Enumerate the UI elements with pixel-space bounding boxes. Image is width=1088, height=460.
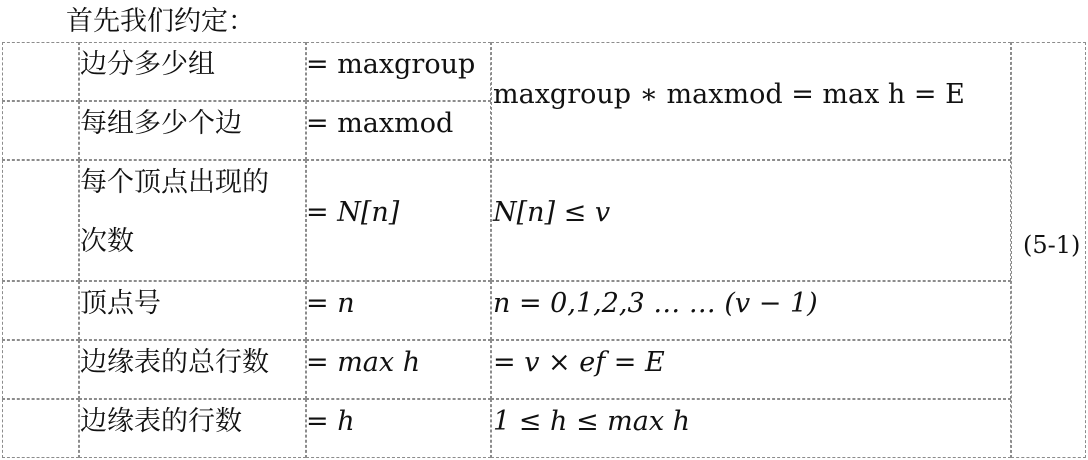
row-name: 每个顶点出现的 xyxy=(80,167,269,198)
equation-number: (5-1) xyxy=(1023,231,1081,259)
row-condition: n = 0,1,2,3 … … (v − 1) xyxy=(493,288,818,319)
definition-table xyxy=(0,42,1088,460)
left-blank-cell xyxy=(2,42,79,101)
row-equation: = max h xyxy=(306,347,421,378)
left-blank-cell xyxy=(2,340,79,399)
row-equation: = n xyxy=(306,288,355,319)
left-blank-cell xyxy=(2,399,79,458)
row-equation: = N[n] xyxy=(306,197,400,228)
row-condition: N[n] ≤ v xyxy=(493,197,611,228)
row-name: 边缘表的行数 xyxy=(80,406,242,437)
left-blank-cell xyxy=(2,281,79,340)
left-blank-cell xyxy=(2,101,79,160)
left-blank-cell xyxy=(2,160,79,281)
row-equation: = maxmod xyxy=(306,108,454,139)
row-condition: 1 ≤ h ≤ max h xyxy=(493,406,691,437)
row-name: 每组多少个边 xyxy=(80,108,242,139)
row-name: 次数 xyxy=(80,226,134,257)
merged-condition: maxgroup ∗ maxmod = max h = E xyxy=(493,79,965,110)
row-name: 边缘表的总行数 xyxy=(80,347,269,378)
row-name: 顶点号 xyxy=(80,288,161,319)
intro-text: 首先我们约定： xyxy=(66,6,255,37)
row-condition: = v × ef = E xyxy=(493,347,665,378)
row-equation: = h xyxy=(306,406,355,437)
row-equation: = maxgroup xyxy=(306,49,476,80)
row-name: 边分多少组 xyxy=(80,49,215,80)
